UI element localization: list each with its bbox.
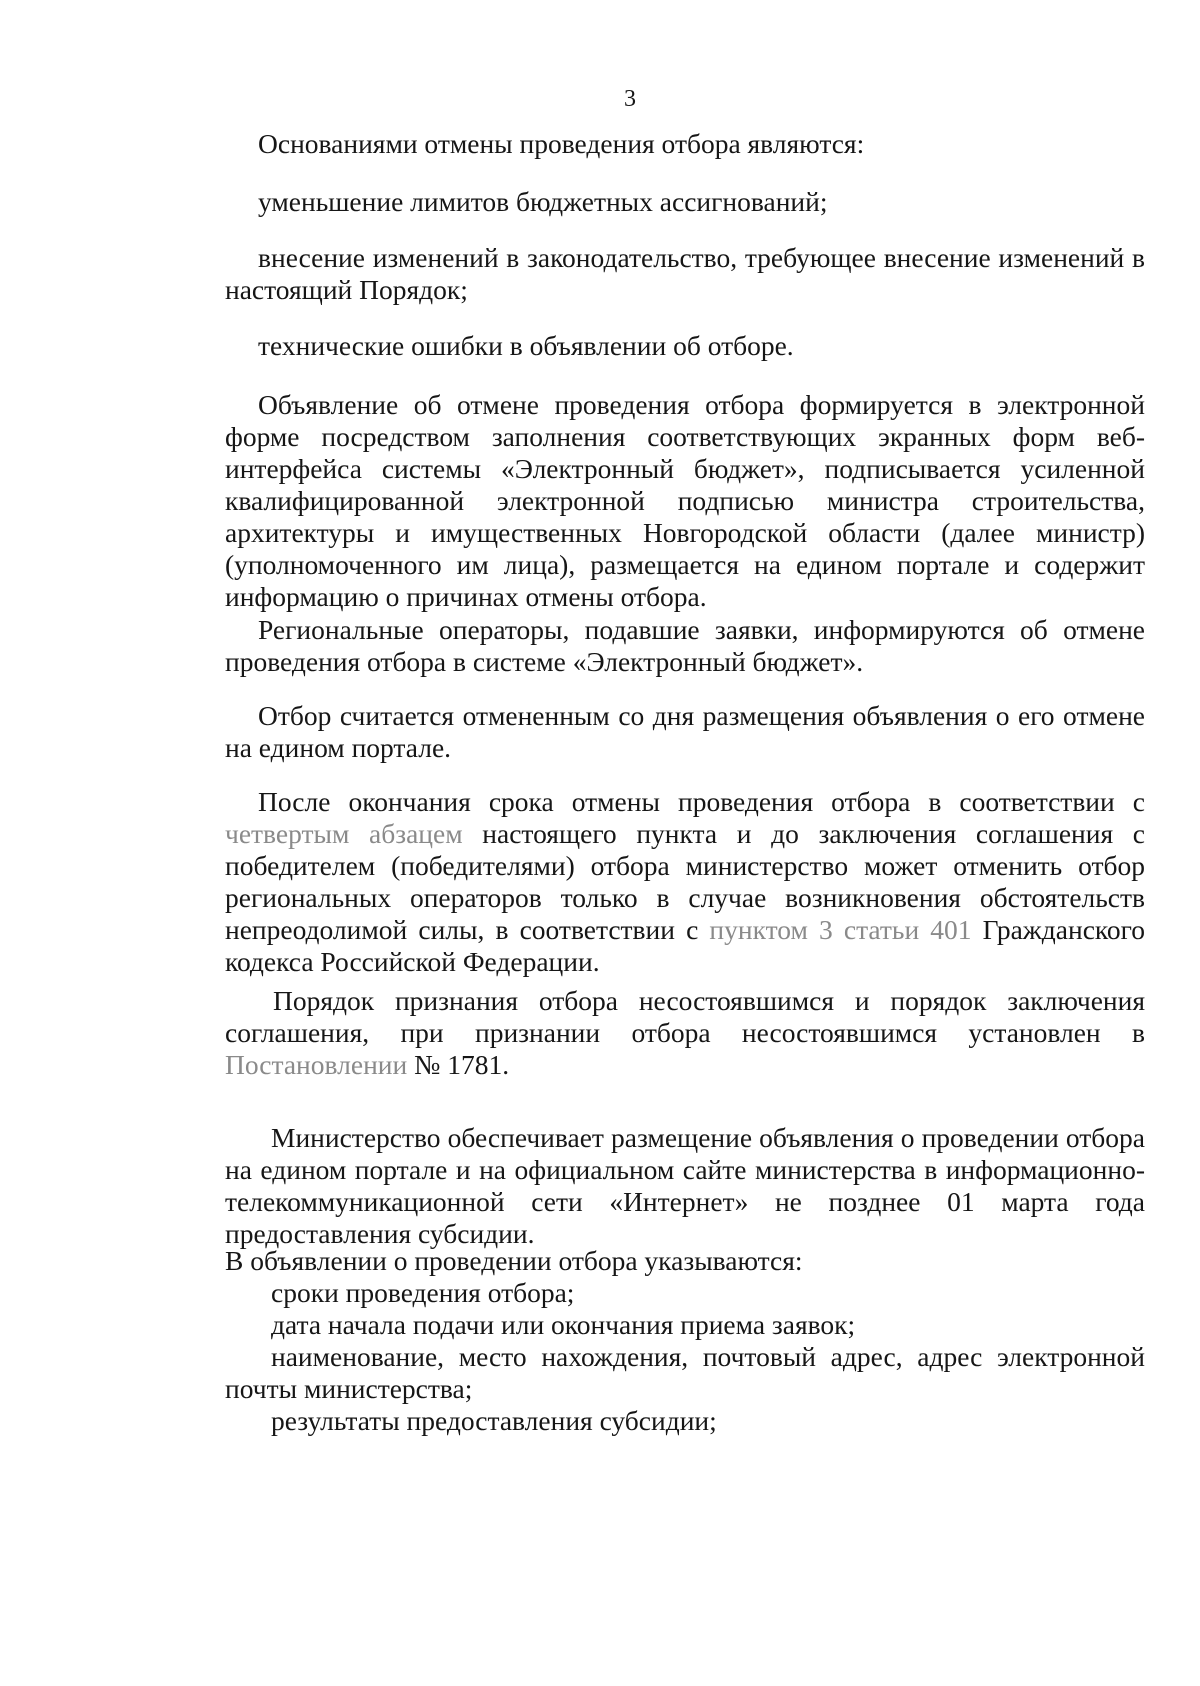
link-resolution[interactable]: Постановлении	[225, 1049, 408, 1080]
text-segment: Порядок признания отбора несостоявшимся и порядок заключения соглашения, при признании отбора несостоявшимся установлен в	[225, 985, 1145, 1048]
paragraph-operators-informed: Региональные операторы, подавшие заявки, информируются об отмене проведения отбора в системе «Электронный бюджет».	[225, 614, 1145, 677]
page-number: 3	[624, 86, 636, 112]
paragraph-announcement-contents: В объявлении о проведении отбора указываются:	[225, 1245, 803, 1276]
paragraph-cancellation-grounds: Основаниями отмены проведения отбора являются:	[258, 128, 865, 159]
list-item-ministry-contacts: наименование, место нахождения, почтовый адрес, адрес электронной почты министерства;	[225, 1341, 1145, 1404]
paragraph-failed-selection	[225, 985, 1145, 1081]
paragraph-force-majeure	[225, 786, 1145, 978]
paragraph-announcement-placement: Министерство обеспечивает размещение объявления о проведении отбора на едином портале и на официальном сайте министерства в информационно-телекоммуникационной сети «Интернет» не позднее 01 марта года предоставления субсидии.	[225, 1122, 1145, 1249]
paragraph-legislation-changes: внесение изменений в законодательство, требующее внесение изменений в настоящий Порядок;	[225, 242, 1145, 305]
paragraph-technical-errors: технические ошибки в объявлении об отборе.	[258, 330, 794, 361]
link-fourth-paragraph[interactable]: четвертым абзацем	[225, 818, 463, 849]
text-segment: № 1781.	[407, 1049, 510, 1080]
text-segment: настоящего пункта и до заключения соглашения с победителем (победителями) отбора министерство может отменить отбор региональных операторов только в случае возникновения обстоятельств непреодолимой силы, в соответствии с	[225, 818, 1145, 945]
list-item-selection-dates: сроки проведения отбора;	[271, 1277, 575, 1308]
paragraph-cancellation-announcement: Объявление об отмене проведения отбора формируется в электронной форме посредством заполнения соответствующих экранных форм веб-интерфейса системы «Электронный бюджет», подписывается усиленной квалифицированной электронной подписью министра строительства, архитектуры и имущественных Новгородской области (далее министр) (уполномоченного им лица), размещается на едином портале и содержит информацию о причинах отмены отбора.	[225, 389, 1145, 612]
list-item-subsidy-results: результаты предоставления субсидии;	[271, 1405, 717, 1436]
paragraph-budget-limits: уменьшение лимитов бюджетных ассигнований;	[258, 186, 828, 217]
link-civil-code-article[interactable]: пунктом 3 статьи 401	[709, 914, 972, 945]
list-item-application-dates: дата начала подачи или окончания приема заявок;	[271, 1309, 856, 1340]
text-segment: Гражданского кодекса Российской Федерации.	[225, 914, 1145, 977]
paragraph-cancellation-date: Отбор считается отмененным со дня размещения объявления о его отмене на едином портале.	[225, 700, 1145, 763]
text-segment: После окончания срока отмены проведения отбора в соответствии с	[258, 786, 1145, 817]
